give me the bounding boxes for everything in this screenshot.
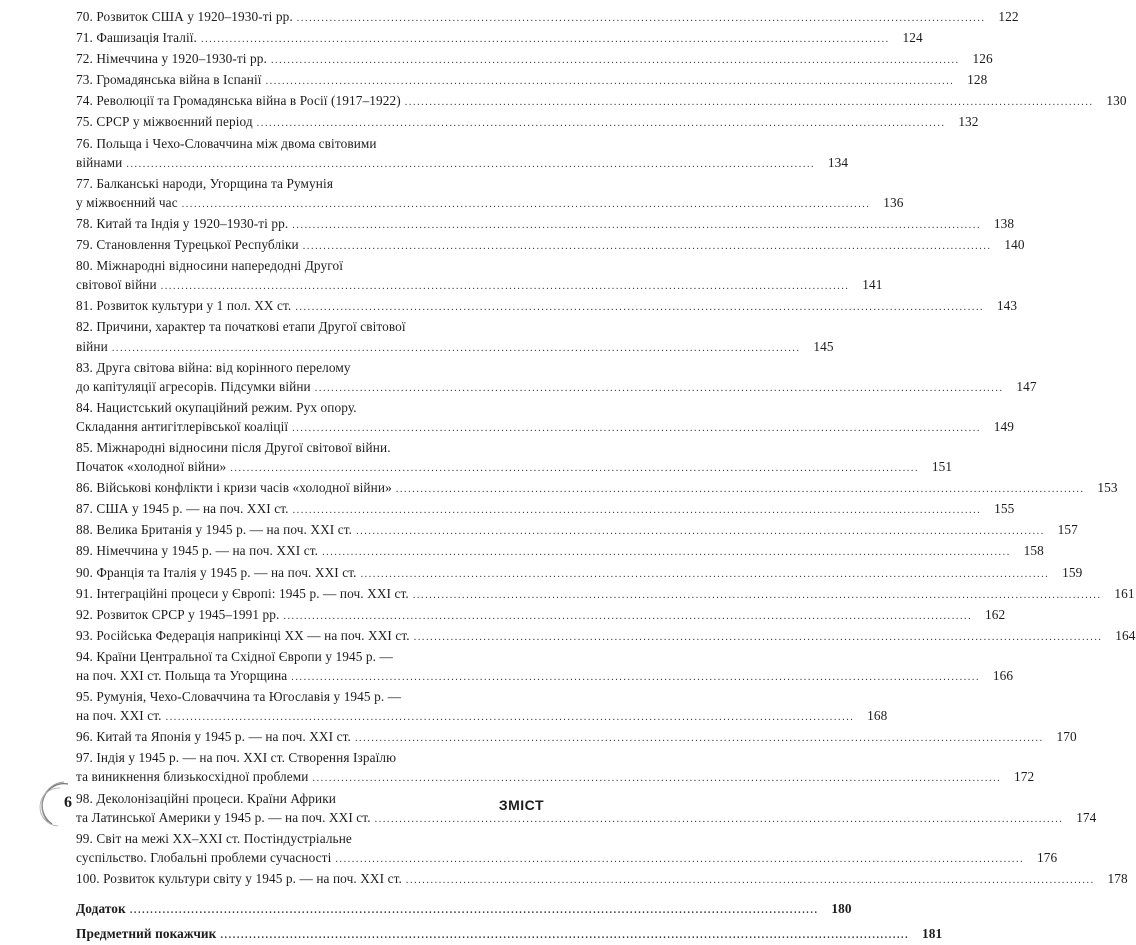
toc-page-number: 155 <box>994 501 1015 517</box>
toc-entry-title: 90. Франція та Італія у 1945 р. — на поч. XXI ст. <box>76 564 357 580</box>
toc-appendix-entry <box>76 924 943 945</box>
toc-line <box>76 605 1006 626</box>
dot-leader: ........................................................................................................................................................................ <box>292 422 981 434</box>
toc-line <box>76 134 512 153</box>
toc-entry-title: до капітуляції агресорів. Підсумки війни <box>76 378 311 394</box>
dot-leader: ........................................................................................................................................................................ <box>354 733 1044 745</box>
toc-line <box>76 438 512 457</box>
toc-entry-title: 82. Причини, характер та початкові етапи Другої світової <box>76 319 406 335</box>
toc-page-number: 126 <box>972 51 993 67</box>
toc-page-number: 153 <box>1097 480 1118 496</box>
toc-page-number: 141 <box>862 277 883 293</box>
toc-entry-title: 73. Громадянська війна в Іспанії <box>76 72 262 88</box>
toc-line <box>76 563 1083 584</box>
toc-entry-title: та виникнення близькосхідної проблеми <box>76 769 309 785</box>
toc-line <box>76 214 1015 235</box>
page-corner-ornament <box>40 780 80 830</box>
toc-line <box>76 28 923 49</box>
toc-page-number: 136 <box>883 194 904 210</box>
dot-leader: ........................................................................................................................................................................ <box>291 672 981 683</box>
dot-leader: ........................................................................................................................................................................ <box>160 281 850 293</box>
toc-entry-title: війнами <box>76 154 123 170</box>
toc-page-number: 143 <box>996 298 1018 314</box>
toc-page-number: 138 <box>993 215 1015 231</box>
toc-page-number: 134 <box>827 154 849 170</box>
dot-leader: ........................................................................................................................................................................ <box>220 930 910 942</box>
dot-leader: ........................................................................................................................................................................ <box>413 631 1103 643</box>
toc-entry <box>76 727 1077 748</box>
toc-entry <box>76 112 979 133</box>
dot-leader: ........................................................................................................................................................................ <box>165 712 855 724</box>
toc-entry-title: Початок «холодної війни» <box>76 459 227 475</box>
dot-leader: ........................................................................................................................................................................ <box>181 198 871 210</box>
toc-entry <box>76 563 1083 584</box>
toc-line <box>76 417 1014 438</box>
toc-line <box>76 112 979 133</box>
dot-leader: ........................................................................................................................................................................ <box>270 55 960 67</box>
toc-entry-title: Складання антигітлерівської коаліції <box>76 418 289 434</box>
toc-line <box>76 808 1097 829</box>
toc-line <box>76 706 888 727</box>
toc-entry-title: 86. Військові конфлікти і кризи часів «холодної війни» <box>76 480 392 496</box>
dot-leader: ........................................................................................................................................................................ <box>335 853 1025 865</box>
toc-line <box>76 457 953 478</box>
toc-line <box>76 377 1037 398</box>
toc-page-number: 130 <box>1106 93 1127 109</box>
toc-line <box>76 899 852 920</box>
toc-entry-title: 95. Румунія, Чехо-Словаччина та Югославія у 1945 р. — <box>76 689 402 705</box>
toc-page-number: 170 <box>1056 729 1077 745</box>
toc-entry <box>76 358 1037 398</box>
toc-entry-title: 88. Велика Британія у 1945 р. — на поч. XXI ст. <box>76 522 353 538</box>
toc-entry-title: 80. Міжнародні відносини напередодні Другої <box>76 258 344 274</box>
toc-entry-title: 91. Інтеграційні процеси у Європі: 1945 р. — поч. XXI ст. <box>76 585 409 601</box>
dot-leader: ........................................................................................................................................................................ <box>129 905 819 917</box>
toc-entry-title: 99. Світ на межі XX–XXI ст. Постіндустріальне <box>76 830 352 846</box>
toc-page-number: 157 <box>1057 522 1078 538</box>
dot-leader: ........................................................................................................................................................................ <box>296 13 986 24</box>
toc-entry-title: 92. Розвиток СРСР у 1945–1991 рр. <box>76 606 280 622</box>
dot-leader: ........................................................................................................................................................................ <box>312 773 1002 785</box>
toc-line <box>76 296 1018 317</box>
toc-line <box>76 666 1014 687</box>
toc-line <box>76 767 1035 788</box>
toc-page-number: 145 <box>813 338 834 354</box>
dot-leader: ........................................................................................................................................................................ <box>374 813 1064 825</box>
toc-entry <box>76 134 849 174</box>
toc-page-number: 166 <box>992 668 1014 683</box>
toc-entry <box>76 214 1015 235</box>
toc-entry-title: 84. Нацистський окупаційний режим. Рух опору. <box>76 399 357 415</box>
toc-entry <box>76 829 1058 869</box>
toc-entry <box>76 398 1014 438</box>
toc-page-number: 159 <box>1062 564 1083 580</box>
toc-line <box>76 626 1136 647</box>
toc-line <box>76 727 1077 748</box>
toc-entry-title: 100. Розвиток культури світу у 1945 р. — на поч. XXI ст. <box>76 870 402 886</box>
toc-line <box>76 398 512 417</box>
toc-line <box>76 829 512 848</box>
dot-leader: ........................................................................................................................................................................ <box>283 610 973 622</box>
toc-entry <box>76 478 1118 499</box>
dot-leader: ........................................................................................................................................................................ <box>322 547 1011 559</box>
toc-line <box>76 275 883 296</box>
toc-entry-title: 94. Країни Центральної та Східної Європи у 1945 р. — <box>76 648 393 664</box>
toc-page-number: 147 <box>1016 378 1037 394</box>
toc-page-number: 161 <box>1114 585 1135 601</box>
toc-entry-title: 97. Індія у 1945 р. — на поч. XXI ст. Створення Ізраїлю <box>76 750 397 766</box>
toc-entry-title: у міжвоєнний час <box>76 194 178 210</box>
dot-leader: ........................................................................................................................................................................ <box>405 874 1095 886</box>
toc-line <box>76 541 1044 562</box>
toc-line <box>76 235 1025 256</box>
toc-entry-title: 81. Розвиток культури у 1 пол. XX ст. <box>76 298 292 314</box>
toc-line <box>76 7 1019 28</box>
toc-entry-title: 71. Фашизація Італії. <box>76 30 197 46</box>
toc-line <box>76 584 1135 605</box>
toc-entry <box>76 584 1135 605</box>
toc-line <box>76 317 512 336</box>
toc-page-number: 181 <box>922 926 943 942</box>
toc-page-number: 132 <box>958 114 979 130</box>
toc-line <box>76 478 1118 499</box>
toc-entry <box>76 174 904 214</box>
dot-leader: ........................................................................................................................................................................ <box>265 76 955 88</box>
toc-entry-title: 77. Балканські народи, Угорщина та Румунія <box>76 175 334 191</box>
toc-page-number: 172 <box>1014 769 1035 785</box>
page-number: 6 <box>64 794 72 811</box>
toc-page-number: 151 <box>931 459 953 475</box>
toc-entry-title: 89. Німеччина у 1945 р. — на поч. XXI ст. <box>76 543 319 559</box>
toc-line <box>76 647 512 666</box>
toc-entry <box>76 869 1128 890</box>
toc-line <box>76 848 1058 869</box>
toc-entry <box>76 296 1018 317</box>
dot-leader: ........................................................................................................................................................................ <box>404 97 1094 109</box>
toc-entry-title: 93. Російська Федерація наприкінці XX — на поч. XXI ст. <box>76 627 410 643</box>
toc-entry <box>76 317 834 357</box>
toc-entry <box>76 687 888 727</box>
toc-entry-title: Предметний покажчик <box>76 926 217 942</box>
toc-entry-title: 98. Деколонізаційні процеси. Країни Африки <box>76 790 336 806</box>
toc-entry-title: на поч. XXI ст. <box>76 708 162 724</box>
toc-entry-title: світової війни <box>76 277 157 293</box>
toc-entry-title: 96. Китай та Японія у 1945 р. — на поч. XXI ст. <box>76 729 351 745</box>
toc-line <box>76 49 993 70</box>
toc-page-number: 176 <box>1036 849 1058 865</box>
toc-line <box>76 924 943 945</box>
toc-line <box>76 499 1015 520</box>
toc-entry-title: 87. США у 1945 р. — на поч. XXI ст. <box>76 501 289 517</box>
toc-entry-title: на поч. XXI ст. Польща та Угорщина <box>76 668 288 683</box>
toc-page-number: 124 <box>902 30 923 46</box>
toc-entry-title: 74. Революції та Громадянська війна в Росії (1917–1922) <box>76 93 401 109</box>
toc-entry <box>76 748 1035 788</box>
toc-entry-title: 70. Розвиток США у 1920–1930-ті рр. <box>76 9 293 24</box>
dot-leader: ........................................................................................................................................................................ <box>256 118 946 130</box>
toc-entry <box>76 438 953 478</box>
toc-entry <box>76 499 1015 520</box>
toc-page-number: 149 <box>993 418 1014 434</box>
toc-line <box>76 174 512 193</box>
toc-entry-title: та Латинської Америки у 1945 р. — на поч. XXI ст. <box>76 809 371 825</box>
dot-leader: ........................................................................................................................................................................ <box>360 568 1050 580</box>
toc-entry <box>76 647 1014 687</box>
dot-leader: ........................................................................................................................................................................ <box>302 241 992 253</box>
toc-entry-title: 75. СРСР у міжвоєнний період <box>76 114 253 130</box>
dot-leader: ........................................................................................................................................................................ <box>314 382 1004 394</box>
toc-line <box>76 153 849 174</box>
toc-entry-title: 78. Китай та Індія у 1920–1930-ті рр. <box>76 215 289 231</box>
dot-leader: ........................................................................................................................................................................ <box>412 589 1102 601</box>
dot-leader: ........................................................................................................................................................................ <box>292 505 982 517</box>
toc-page-number: 158 <box>1023 543 1044 559</box>
toc-line <box>76 256 512 275</box>
dot-leader: ........................................................................................................................................................................ <box>395 484 1085 496</box>
dot-leader: ........................................................................................................................................................................ <box>126 158 816 170</box>
toc-entry-title: 76. Польща і Чехо-Словаччина між двома світовими <box>76 135 377 151</box>
toc-appendix-entry <box>76 899 852 920</box>
dot-leader: ........................................................................................................................................................................ <box>356 526 1045 538</box>
toc-entry-title: війни <box>76 338 108 354</box>
toc-line <box>76 748 512 767</box>
toc-entry <box>76 520 1078 541</box>
toc-line <box>76 869 1128 890</box>
toc-entry-title: суспільство. Глобальні проблеми сучасності <box>76 849 332 865</box>
toc-page-number: 174 <box>1076 809 1097 825</box>
toc-page-number: 168 <box>867 708 888 724</box>
toc-entry-title: Додаток <box>76 901 126 917</box>
toc-line <box>76 687 512 706</box>
dot-leader: ........................................................................................................................................................................ <box>295 302 985 314</box>
toc-page-number: 178 <box>1107 870 1128 886</box>
toc-line <box>76 193 904 214</box>
toc-page-number: 180 <box>831 901 852 917</box>
toc-entry-title: 72. Німеччина у 1920–1930-ті рр. <box>76 51 267 67</box>
toc-entry <box>76 541 1044 562</box>
toc-line <box>76 789 512 808</box>
toc-line <box>76 337 834 358</box>
dot-leader: ........................................................................................................................................................................ <box>230 463 920 475</box>
toc-line <box>76 358 512 377</box>
toc-entry-title: 85. Міжнародні відносини після Другої світової війни. <box>76 439 391 455</box>
dot-leader: ........................................................................................................................................................................ <box>111 342 801 354</box>
toc-entry <box>76 256 883 296</box>
toc-page-number: 128 <box>967 72 988 88</box>
dot-leader: ........................................................................................................................................................................ <box>292 219 982 231</box>
toc-page-number: 140 <box>1004 237 1025 253</box>
section-title: ЗМІСТ <box>498 797 544 813</box>
toc-entry <box>76 235 1025 256</box>
toc-entry <box>76 49 993 70</box>
toc-entry-title: 83. Друга світова війна: від корінного перелому <box>76 359 351 375</box>
toc-page-number: 122 <box>998 9 1019 24</box>
toc-entry-title: 79. Становлення Турецької Республіки <box>76 237 299 253</box>
toc-entry <box>76 70 988 91</box>
toc-page-number: 164 <box>1115 627 1136 643</box>
toc-page-number: 162 <box>985 606 1006 622</box>
toc-entry <box>76 7 1019 28</box>
toc-entry <box>76 91 1127 112</box>
toc-entry <box>76 28 923 49</box>
toc-line <box>76 91 1127 112</box>
dot-leader: ........................................................................................................................................................................ <box>200 34 890 46</box>
toc-line <box>76 520 1078 541</box>
toc-entry <box>76 605 1006 626</box>
toc-line <box>76 70 988 91</box>
toc-entry <box>76 626 1136 647</box>
